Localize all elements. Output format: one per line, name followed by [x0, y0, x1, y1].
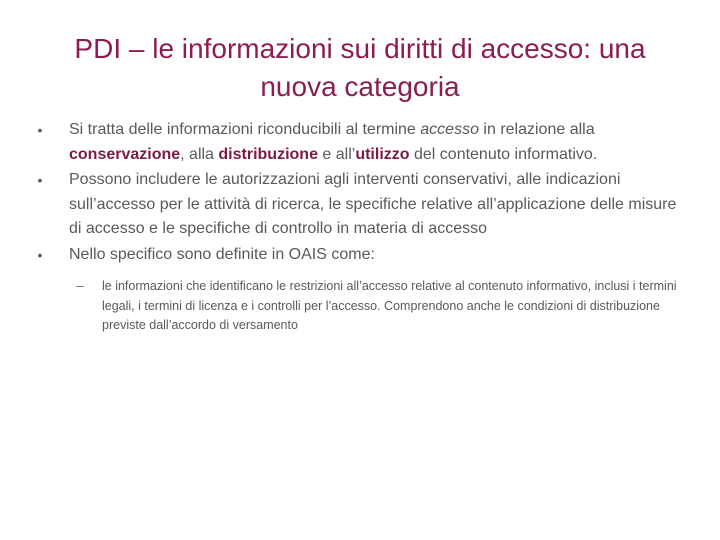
sub-bullet-text: le informazioni che identificano le restrizioni all’accesso relative al contenuto informativo, inclusi i termini legali, i termini di licenza e i controlli per l’accesso. Comprendono anche le condizioni di distribuzione previste dall’accordo di versamento: [102, 279, 677, 332]
bullet-text-segment: in relazione alla: [478, 121, 595, 138]
bullet-text-bold-conservazione: conservazione: [69, 145, 181, 163]
sub-bullet-item-1: [76, 277, 690, 336]
bullet-text-bold-distribuzione: distribuzione: [218, 145, 318, 163]
bullet-text-segment: del contenuto informativo.: [409, 145, 598, 163]
bullet-text-bold-utilizzo: utilizzo: [355, 145, 410, 163]
bullet-marker: •: [37, 246, 43, 263]
bullet-item-2: [30, 168, 690, 242]
sub-bullet-marker: –: [76, 279, 84, 293]
bullet-text-segment: Si tratta delle informazioni riconducibili al termine: [69, 121, 421, 138]
slide-title: PDI – le informazioni sui diritti di accesso: una nuova categoria: [74, 33, 646, 102]
bullet-marker: •: [37, 172, 43, 188]
bullet-text-segment: , alla: [180, 145, 219, 163]
bullet-text-italic: accesso: [420, 121, 479, 138]
bullet-text: Nello specifico sono definite in OAIS come:: [69, 245, 375, 263]
bullet-item-1: [30, 118, 690, 167]
slide-body: [30, 118, 690, 336]
bullet-marker: •: [37, 122, 43, 138]
bullet-item-3: [30, 243, 690, 268]
bullet-text-segment: e all’: [317, 145, 356, 163]
bullet-text: Possono includere le autorizzazioni agli interventi conservativi, alle indicazioni sull’accesso per le attività di ricerca, le specifiche relative all’applicazione delle misure di accesso e le specifiche di controllo in materia di accesso: [69, 171, 677, 237]
